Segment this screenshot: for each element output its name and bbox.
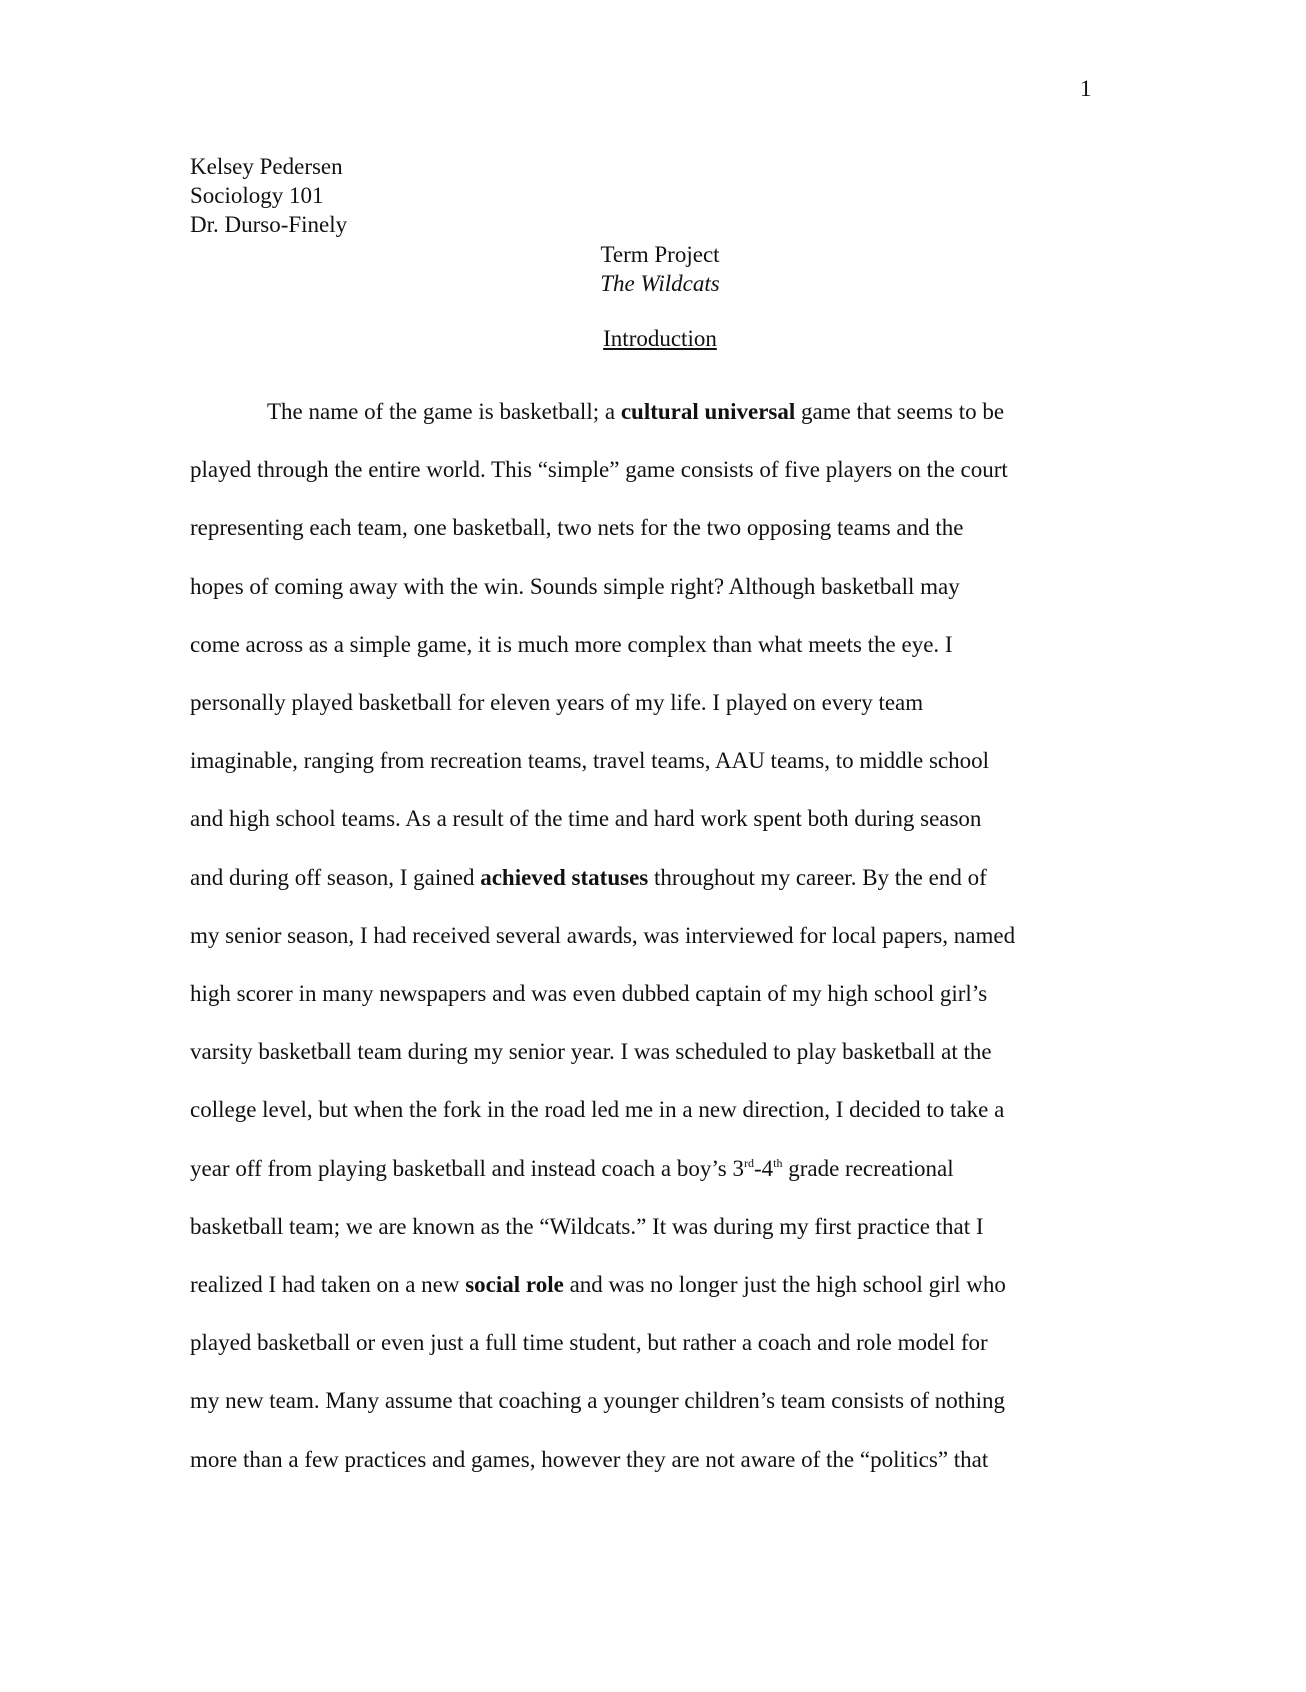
body-line: personally played basketball for eleven years of my life. I played on every team (190, 690, 924, 716)
body-line: my senior season, I had received several awards, was interviewed for local papers, named (190, 922, 1016, 948)
key-term: cultural universal (620, 399, 796, 424)
instructor-name: Dr. Durso-Finely (190, 212, 348, 237)
body-paragraph (190, 383, 1120, 1489)
body-line: my new team. Many assume that coaching a younger children’s team consists of nothing (190, 1388, 1006, 1414)
body-line: college level, but when the fork in the road led me in a new direction, I decided to take a (190, 1097, 1005, 1123)
page-number: 1 (1080, 76, 1092, 101)
body-line: realized I had taken on a new social role and was no longer just the high school girl who (190, 1272, 1006, 1298)
body-line: played basketball or even just a full time student, but rather a coach and role model for (190, 1330, 988, 1356)
document-subtitle: The Wildcats (600, 271, 720, 296)
body-line: more than a few practices and games, however they are not aware of the “politics” that (190, 1446, 989, 1472)
body-line: year off from playing basketball and instead coach a boy’s 3rd-4th grade recreational (190, 1155, 954, 1181)
key-term: social role (465, 1272, 564, 1298)
body-line: come across as a simple game, it is much more complex than what meets the eye. I (190, 631, 953, 657)
body-line: played through the entire world. This “simple” game consists of five players on the court (190, 457, 1008, 483)
document-title: Term Project (600, 242, 720, 267)
title-block (0, 240, 1306, 298)
body-line: basketball team; we are known as the “Wildcats.” It was during my first practice that I (190, 1213, 984, 1239)
body-line: representing each team, one basketball, two nets for the two opposing teams and the (190, 515, 964, 541)
header-block (190, 152, 347, 239)
body-line: and high school teams. As a result of the time and hard work spent both during season (190, 806, 982, 832)
body-line: and during off season, I gained achieved statuses throughout my career. By the end of (190, 864, 987, 890)
body-line: The name of the game is basketball; a cultural universal game that seems to be (267, 399, 1005, 424)
body-line: high scorer in many newspapers and was even dubbed captain of my high school girl’s (190, 981, 988, 1007)
course-name: Sociology 101 (190, 183, 324, 208)
body-line: varsity basketball team during my senior year. I was scheduled to play basketball at the (190, 1039, 992, 1065)
author-name: Kelsey Pedersen (190, 154, 343, 179)
key-term: achieved statuses (480, 864, 649, 890)
body-line: imaginable, ranging from recreation teams, travel teams, AAU teams, to middle school (190, 748, 990, 774)
ordinal-suffix: rd (743, 1155, 754, 1170)
section-heading: Introduction (603, 326, 717, 351)
ordinal-suffix: th (773, 1155, 783, 1170)
body-line: hopes of coming away with the win. Sounds simple right? Although basketball may (190, 573, 960, 599)
